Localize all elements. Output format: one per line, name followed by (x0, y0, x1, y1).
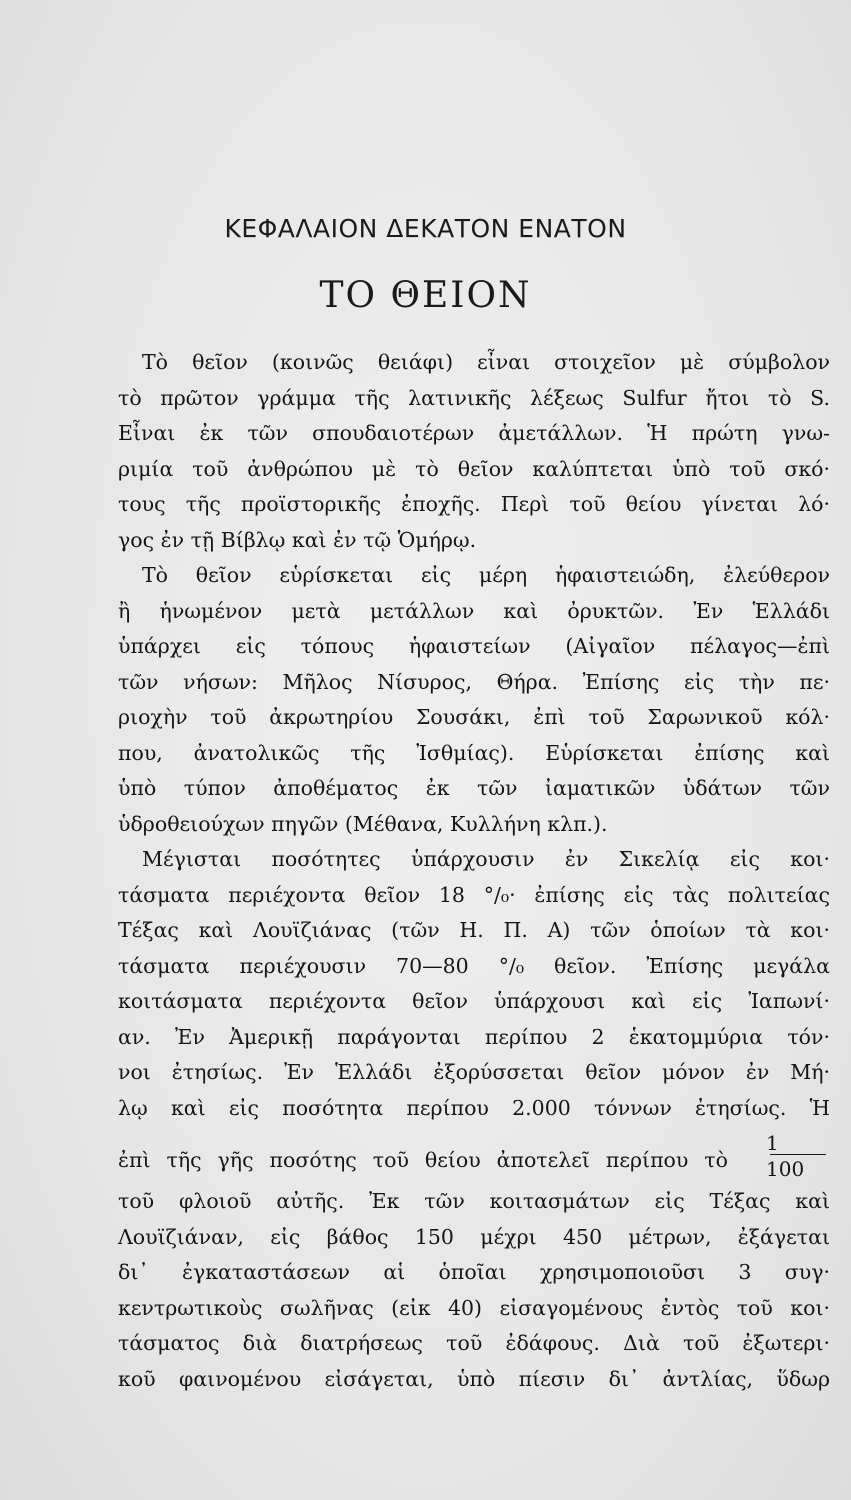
fraction-denominator: 100 (766, 1157, 805, 1181)
text-line: κοιτάσματα περιέχοντα θεῖον ὑπάρχουσι καὶ εἰς Ἰαπωνί· (118, 989, 830, 1013)
text-line: που, ἀνατολικῶς τῆς Ἰσθμίας). Εὑρίσκεται ἐπίσης καὶ (118, 740, 830, 765)
text-line: τὸ πρῶτον γράμμα τῆς λατινικῆς λέξεως Sulfur ἤτοι τὸ S. (118, 385, 830, 410)
text-line: τάσματα περιέχοντα θεῖον 18 °/₀· ἐπίσης εἰς τὰς πολιτείας (118, 882, 830, 907)
text-line: Μέγισται ποσότητες ὑπάρχουσιν ἐν Σικελίᾳ εἰς κοι· (142, 847, 830, 871)
body-text (118, 345, 830, 1397)
text-line: Τέξας καὶ Λουϊζιάνας (τῶν Η. Π. Α) τῶν ὁποίων τὰ κοι· (118, 918, 830, 942)
text-line: λῳ καὶ εἰς ποσότητα περίπου 2.000 τόννων ἐτησίως. Ἡ (118, 1095, 830, 1120)
fraction-numerator: 1 (766, 1131, 779, 1155)
text-line: Τὸ θεῖον (κοινῶς θειάφι) εἶναι στοιχεῖον μὲ σύμβολον (142, 350, 830, 374)
text-line: γος ἐν τῇ Βίβλῳ καὶ ἐν τῷ Ὁμήρῳ. (118, 527, 477, 552)
chapter-heading: ΚΕΦΑΛΑΙΟΝ ΔΕΚΑΤΟΝ ΕΝΑΤΟΝ (224, 214, 627, 243)
text-line: τάσματος διὰ διατρήσεως τοῦ ἐδάφους. Διὰ τοῦ ἐξωτερι· (118, 1331, 830, 1355)
page-title: ΤΟ ΘΕΙΟΝ (319, 275, 532, 316)
text-line: κοῦ φαινομένου εἰσάγεται, ὑπὸ πίεσιν δι᾽ ἀντλίας, ὕδωρ (118, 1366, 830, 1391)
fraction-line-text: ἐπὶ τῆς γῆς ποσότης τοῦ θείου ἀποτελεῖ περίπου τὸ (118, 1148, 728, 1172)
text-line: ὑπάρχει εἰς τόπους ἡφαιστείων (Αἰγαῖον πέλαγος—ἐπὶ (118, 634, 830, 658)
text-line: τους τῆς προϊστορικῆς ἐποχῆς. Περὶ τοῦ θείου γίνεται λό· (118, 492, 830, 516)
text-line: Τὸ θεῖον εὑρίσκεται εἰς μέρη ἡφαιστειώδη, ἐλεύθερον (142, 563, 830, 587)
text-line: ριοχὴν τοῦ ἀκρωτηρίου Σουσάκι, ἐπὶ τοῦ Σαρωνικοῦ κόλ· (118, 705, 830, 729)
text-line: τῶν νήσων: Μῆλος Νίσυρος, Θήρα. Ἐπίσης εἰς τὴν πε· (118, 669, 830, 694)
text-line: δι᾽ ἐγκαταστάσεων αἱ ὁποῖαι χρησιμοποιοῦσι 3 συγ· (118, 1260, 830, 1284)
text-line: ριμία τοῦ ἀνθρώπου μὲ τὸ θεῖον καλύπτεται ὑπὸ τοῦ σκό· (118, 456, 830, 481)
text-line: Λουϊζιάναν, εἰς βάθος 150 μέχρι 450 μέτρων, ἐξάγεται (118, 1224, 830, 1249)
text-line: τοῦ φλοιοῦ αὐτῆς. Ἐκ τῶν κοιτασμάτων εἰς Τέξας καὶ (118, 1189, 830, 1213)
text-line: νοι ἐτησίως. Ἐν Ἑλλάδι ἐξορύσσεται θεῖον μόνον ἐν Μή· (118, 1060, 830, 1084)
fraction-text-line (118, 1126, 830, 1184)
text-line: ὑδροθειούχων πηγῶν (Μέθανα, Κυλλήνη κλπ.). (118, 811, 608, 836)
text-line: ἢ ἡνωμένον μετὰ μετάλλων καὶ ὀρυκτῶν. Ἐν Ἑλλάδι (118, 598, 830, 623)
fraction (766, 1126, 830, 1183)
text-line: τάσματα περιέχουσιν 70—80 °/₀ θεῖον. Ἐπίσης μεγάλα (118, 953, 830, 978)
text-line: Εἶναι ἐκ τῶν σπουδαιοτέρων ἀμετάλλων. Ἡ πρώτη γνω- (118, 421, 830, 445)
text-line: κεντρωτικοὺς σωλῆνας (εἰκ 40) εἰσαγομένους ἐντὸς τοῦ κοι· (118, 1295, 830, 1320)
text-line: αν. Ἐν Ἀμερικῇ παράγονται περίπου 2 ἑκατομμύρια τόν· (118, 1024, 830, 1049)
text-line: ὑπὸ τύπον ἀποθέματος ἐκ τῶν ἰαματικῶν ὑδάτων τῶν (118, 776, 830, 800)
